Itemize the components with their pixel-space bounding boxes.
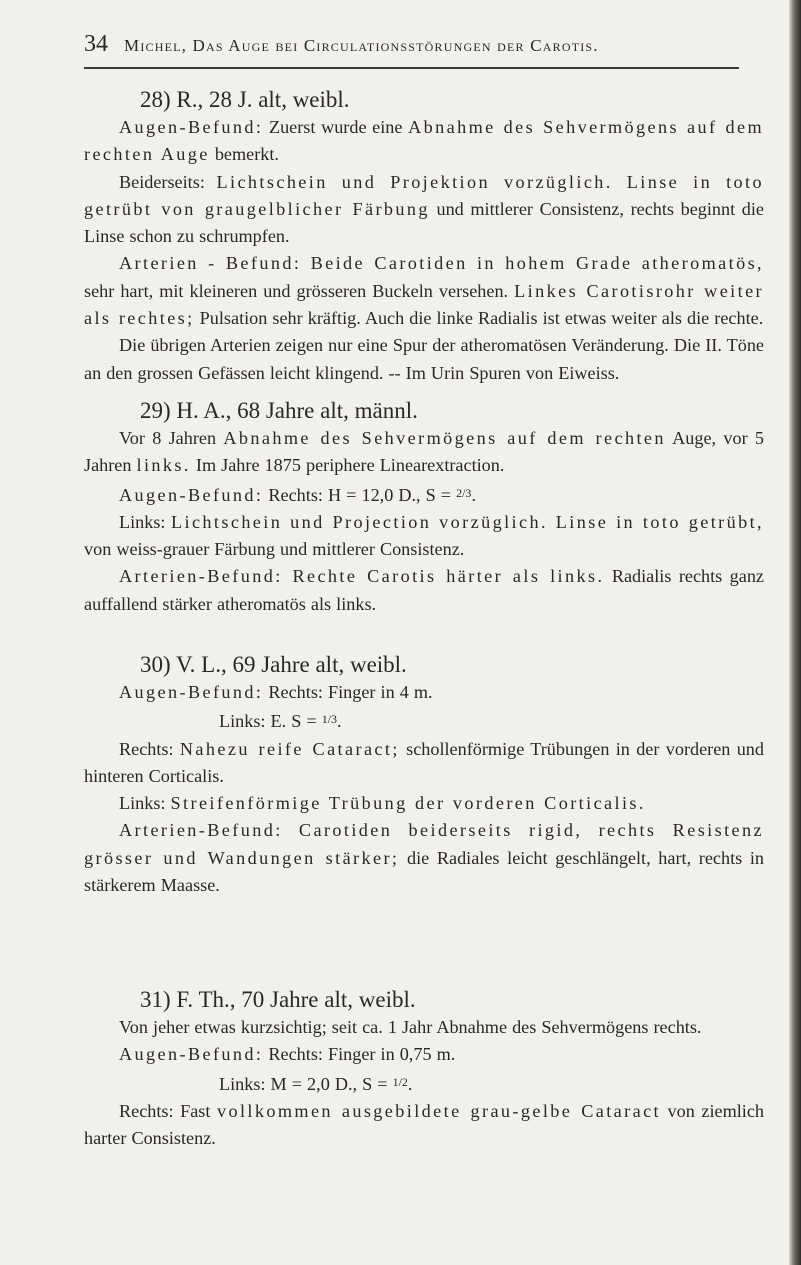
findings-paragraph bbox=[84, 1014, 764, 1041]
spaced-emphasis: Lichtschein und Projektion vorzüglich. Linse in toto getrübt von graugelblicher Färbung bbox=[84, 171, 764, 219]
fraction: 1/2 bbox=[392, 1074, 408, 1089]
case-heading: 30) V. L., 69 Jahre alt, weibl. bbox=[140, 652, 407, 677]
spaced-emphasis: Streifenförmige Trübung der vorderen Corticalis. bbox=[170, 793, 646, 814]
text-run: . bbox=[337, 711, 342, 732]
text-run: bemerkt. bbox=[209, 144, 279, 165]
findings-paragraph bbox=[84, 790, 764, 817]
findings-paragraph bbox=[84, 1069, 764, 1098]
text-run: von weiss-grauer Färbung und mittlerer Consistenz. bbox=[84, 539, 465, 560]
header-rule bbox=[84, 67, 739, 69]
text-run: . bbox=[407, 1073, 413, 1094]
text-run: Zuerst wurde eine bbox=[263, 117, 409, 137]
spaced-emphasis: Augen-Befund: bbox=[119, 484, 264, 505]
text-run: Im Jahre 1875 periphere Linearextraction. bbox=[190, 455, 505, 476]
text-run: von ziemlich harter Consistenz. bbox=[84, 1100, 764, 1149]
text-run: sehr hart, mit kleineren und grösseren Buckeln versehen. bbox=[84, 280, 515, 301]
findings-paragraph bbox=[84, 706, 764, 735]
findings-paragraph bbox=[84, 332, 764, 387]
text-run: Links: bbox=[119, 511, 171, 532]
findings-paragraph bbox=[84, 817, 764, 899]
text-run: Die übrigen Arterien zeigen nur eine Spur der atheromatösen Veränderung. Die II. Töne an den grossen Gefässen leicht klingend. -- Im Urin Spuren von Eiweiss. bbox=[84, 335, 764, 383]
findings-paragraph bbox=[84, 425, 764, 480]
text-run: Links: bbox=[119, 793, 171, 814]
page-number: 34 bbox=[84, 31, 108, 57]
findings-paragraph bbox=[84, 736, 764, 791]
case-28 bbox=[84, 86, 764, 387]
text-run: die Radiales leicht geschlängelt, hart, rechts in stärkerem Maasse. bbox=[84, 847, 764, 896]
case-31 bbox=[84, 986, 764, 1152]
spaced-emphasis: Linkes Carotisrohr weiter als rechtes; bbox=[84, 280, 765, 329]
text-run: Rechts: bbox=[119, 738, 180, 759]
text-run: Rechts: Finger in 4 m. bbox=[263, 682, 433, 702]
text-run: Von jeher etwas kurzsichtig; seit ca. 1 Jahr Abnahme des Sehvermögens rechts. bbox=[119, 1017, 702, 1037]
fraction: 2/3 bbox=[456, 485, 472, 500]
findings-paragraph bbox=[84, 1098, 764, 1153]
text-run: . bbox=[471, 484, 476, 505]
text-run: Rechts: Fast bbox=[119, 1100, 217, 1121]
spaced-emphasis: Arterien-Befund: Rechte Carotis härter als links. bbox=[119, 566, 605, 587]
running-title: Michel, Das Auge bei Circulationsstörungen der Carotis. bbox=[124, 36, 599, 55]
text-run: Rechts: H = 12,0 D., S = bbox=[263, 484, 457, 505]
findings-paragraph bbox=[84, 169, 764, 251]
fraction: 1/3 bbox=[321, 712, 338, 727]
findings-paragraph bbox=[84, 480, 764, 509]
spaced-emphasis: links. bbox=[136, 455, 191, 476]
text-run: Links: E. S = bbox=[219, 711, 322, 732]
text-run: schollenförmige Trübungen in der vorderen und hinteren Corticalis. bbox=[84, 738, 764, 786]
text-run: und mittlerer Consistenz, rechts beginnt die Linse schon zu schrumpfen. bbox=[84, 198, 764, 247]
findings-paragraph bbox=[84, 679, 764, 706]
spaced-emphasis: Arterien - Befund: Beide Carotiden in hohem Grade atheromatös, bbox=[119, 253, 764, 274]
spaced-emphasis: Lichtschein und Projection vorzüglich. Linse in toto getrübt, bbox=[170, 511, 764, 532]
spaced-emphasis: Nahezu reife Cataract; bbox=[179, 738, 400, 759]
spaced-emphasis: Abnahme des Sehvermögens auf dem rechten bbox=[223, 428, 666, 448]
findings-paragraph bbox=[84, 509, 764, 564]
spaced-emphasis: Augen-Befund: bbox=[119, 117, 264, 137]
case-heading: 28) R., 28 J. alt, weibl. bbox=[140, 87, 350, 112]
findings-paragraph bbox=[84, 250, 764, 332]
spaced-emphasis: Arterien-Befund: Carotiden beiderseits rigid, rechts Resistenz grösser und Wandungen stärker; bbox=[84, 820, 764, 868]
findings-paragraph bbox=[84, 114, 764, 169]
text-run: Links: M = 2,0 D., S = bbox=[219, 1073, 393, 1094]
case-29 bbox=[84, 397, 764, 618]
page-header bbox=[84, 30, 739, 62]
page-edge-shadow bbox=[789, 0, 801, 1265]
case-heading: 31) F. Th., 70 Jahre alt, weibl. bbox=[140, 987, 416, 1012]
text-run: Rechts: Finger in 0,75 m. bbox=[263, 1044, 456, 1065]
spaced-emphasis: Abnahme des Sehvermögens auf dem rechten Auge bbox=[84, 117, 764, 165]
findings-paragraph bbox=[84, 563, 764, 618]
text-run: Pulsation sehr kräftig. Auch die linke Radialis ist etwas weiter als die rechte. bbox=[194, 308, 764, 329]
spaced-emphasis: vollkommen ausgebildete grau-gelbe Cataract bbox=[216, 1100, 661, 1121]
text-run: Beiderseits: bbox=[119, 171, 217, 192]
text-run: Vor 8 Jahren bbox=[119, 428, 224, 448]
spaced-emphasis: Augen-Befund: bbox=[119, 682, 264, 702]
case-30 bbox=[84, 651, 764, 899]
case-heading: 29) H. A., 68 Jahre alt, männl. bbox=[140, 398, 418, 423]
text-run: Auge, vor 5 Jahren bbox=[84, 428, 765, 476]
text-run: Radialis rechts ganz auffallend stärker atheromatös als links. bbox=[84, 566, 764, 614]
findings-paragraph bbox=[84, 1041, 764, 1068]
spaced-emphasis: Augen-Befund: bbox=[119, 1044, 264, 1065]
